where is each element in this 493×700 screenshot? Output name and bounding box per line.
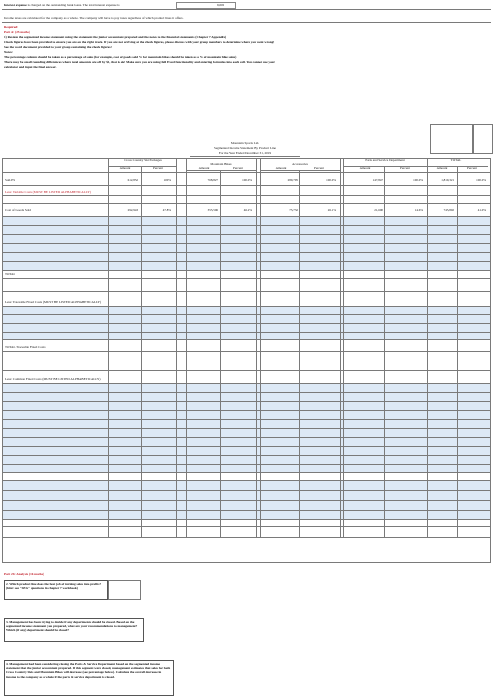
sales-ps-amount: 147,847: [372, 178, 383, 182]
note-3: calculator and input the final answer.: [4, 65, 57, 69]
segment-margin-blank[interactable]: [2, 351, 491, 371]
note-2: There may be small rounding differences where total amounts are off by $1, that is ok! Make sure you are using full Excel functionality and entering formulas into each cell. You cannot use your: [4, 60, 275, 64]
bottom-blank-row[interactable]: [2, 526, 491, 538]
hdr-amount-4: Amount: [359, 166, 371, 170]
statement-title: Segmented Income Statement By Product Line: [214, 146, 276, 150]
row-total-label: TOTAL: [5, 272, 16, 276]
cogs-ps-percent: 14.6%: [414, 208, 423, 212]
hdr-percent-1: Percent: [153, 166, 163, 170]
sales-ps-percent: 100.0%: [413, 178, 423, 182]
cogs-mb-amount: 355,506: [207, 208, 218, 212]
row-variable-label: Less: Variable Costs (MUST BE LISTED ALPHABETICALLY): [5, 190, 91, 194]
hdr-amount-2: Amount: [198, 166, 210, 170]
question-2-text: 2. Which product line does the best job of turning sales into profits? (hint: see "SEG" questions in chapter 7 workbook): [6, 582, 102, 591]
group-total: TOTAL: [450, 158, 462, 162]
group-parts-service: Parts and Service Department: [365, 158, 405, 162]
question-3-text: 3. Management has been trying to decide if any departments should be closed. Based on the segmented income statement you prepared, what are your recommendations to management? Which (if any) department should be closed?: [6, 620, 138, 633]
row-common-label: Less: Common Fixed Costs (MUST BE LISTED ALPHABETICALLY): [5, 377, 101, 381]
question-4-box[interactable]: [4, 660, 174, 696]
answer-2-cell[interactable]: [108, 580, 141, 600]
cogs-acc-percent: 26.1%: [327, 208, 336, 212]
hdr-percent-4: Percent: [400, 166, 410, 170]
sales-acc-amount: 289,795: [287, 178, 298, 182]
note-1: The percentage column should be taken as a percentage of sales (for example, cost of goods sold % for mountain bikes should be taken as a % of mountain bike sales): [4, 55, 237, 59]
sales-acc-percent: 100.0%: [326, 178, 336, 182]
sales-ccs-percent: 100%: [163, 178, 171, 182]
cogs-total-amount: 745,802: [443, 208, 454, 212]
interest-value: 9,000: [217, 3, 225, 7]
hdr-amount-3: Amount: [275, 166, 287, 170]
required-p1: 1) Restate the segmented income statement using the statement the junior accountant prepared and the notes to the financial statements (Chapter 7 Appendix): [4, 35, 227, 39]
side-box-1[interactable]: [430, 124, 473, 154]
hdr-percent-3: Percent: [314, 166, 324, 170]
cogs-ccs-percent: 47.8%: [162, 208, 171, 212]
side-box-2[interactable]: [473, 124, 493, 154]
cogs-ps-amount: 21,600: [374, 208, 383, 212]
part-a-heading: Part A: (25 marks): [4, 30, 31, 34]
sales-ccs-amount: 612,852: [127, 178, 138, 182]
cogs-ccs-amount: 292,943: [127, 208, 138, 212]
interest-label: Interest expense: [4, 3, 27, 7]
interest-value-cell[interactable]: [176, 2, 236, 9]
part-b-heading: Part 2b: Analysis (16 marks): [4, 572, 45, 576]
group-mountain-bikes: Mountain Bikes: [210, 162, 232, 166]
company-name: Mountain Sports Ltd.: [230, 141, 260, 145]
interest-line: [4, 3, 484, 7]
sales-mb-amount: 768,827: [207, 178, 218, 182]
interest-text: is charged on the outstanding bank loans. The total interest expense is: [27, 3, 120, 7]
group-cross-country: Cross Country Ski Packages: [124, 158, 162, 162]
row-sales-label: SALES: [5, 178, 16, 182]
hdr-percent-2: Percent: [233, 166, 243, 170]
sales-total-percent: 100.0%: [476, 178, 486, 182]
required-p3: See the word document provided to your group containing the check figures!: [4, 45, 112, 49]
hdr-percent-5: Percent: [467, 166, 477, 170]
cogs-total-percent: 41.0%: [477, 208, 486, 212]
row-total-traceable-label: TOTAL Traceable Fixed Costs: [5, 345, 46, 349]
hdr-amount-1: Amount: [119, 166, 131, 170]
sales-mb-percent: 100.0%: [242, 178, 252, 182]
row-cogs-label: Cost of Goods Sold: [5, 208, 31, 212]
group-accessories: Accessories: [292, 162, 308, 166]
income-tax-line: Income taxes are calculated for the company as a whole. The company will have to pay taxes regardless of which product lines it offers.: [4, 16, 184, 20]
hdr-amount-5: Amount: [436, 166, 448, 170]
statement-period: For the Year Ended December 31, 2019: [218, 151, 272, 155]
question-4-text: 4. Management had been considering closing the Parts & Service Department based on the segmented income statement that the junior accountant prepared. If this segment were closed, management estimates that sales for both Cross Country Skis and Mountain Bikes will decrease (see percentage below). Calculate the overall decrease in income to the company as a whole if the parts & service department is closed.: [6, 662, 171, 679]
cogs-acc-amount: 75,732: [289, 208, 298, 212]
variable-blank-row[interactable]: [2, 195, 491, 204]
question-2-box[interactable]: [4, 580, 108, 600]
sales-total-amount: 1,819,321: [441, 178, 454, 182]
row-traceable-label: Less: Traceable Fixed Costs (MUST BE LISTED ALPHABETICALLY): [5, 300, 102, 304]
question-3-box[interactable]: [4, 618, 144, 642]
required-p2: Check figures have been provided to ensure you are on the right track. If you are not arriving at the check figures, please discuss with your group members to determine where you went wrong!: [4, 40, 275, 44]
notes-heading: Notes:: [4, 50, 13, 54]
cogs-mb-percent: 46.2%: [243, 208, 252, 212]
cm-blank-rows[interactable]: [2, 278, 491, 292]
required-heading: Required:: [4, 25, 19, 29]
